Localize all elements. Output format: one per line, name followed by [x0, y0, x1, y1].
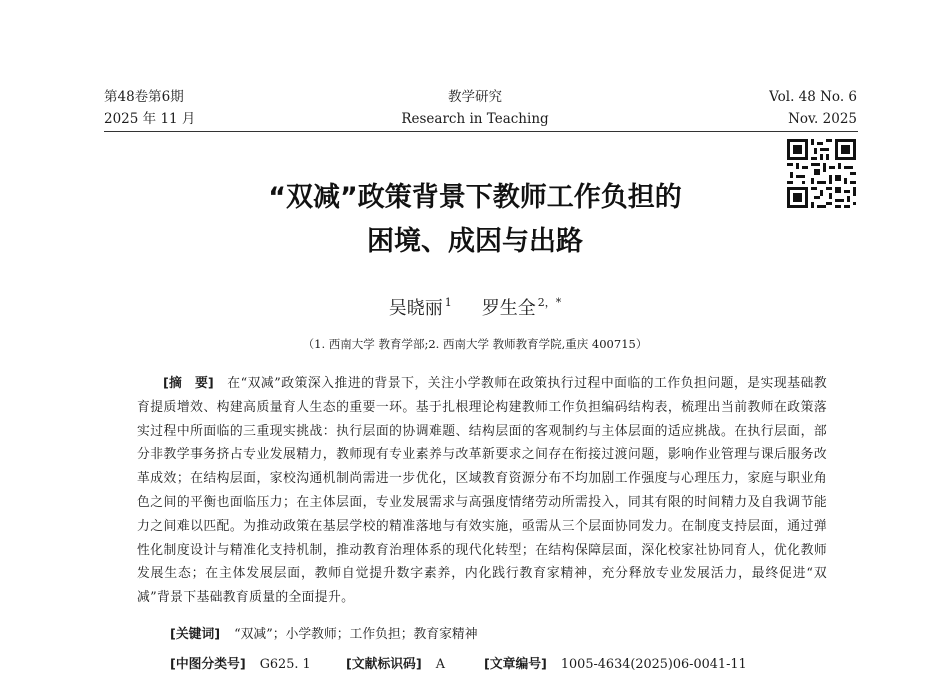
journal-name-en: Research in Teaching [401, 111, 549, 127]
keywords-text: “双减”；小学教师；工作负担；教育家精神 [234, 627, 478, 642]
clc-label: [中图分类号] [170, 657, 246, 672]
clc-value: G625. 1 [259, 657, 311, 672]
keywords [170, 625, 478, 645]
header-rule [104, 131, 858, 132]
author-name[interactable]: 罗生全 [481, 298, 536, 319]
journal-date-en: Nov. 2025 [788, 111, 857, 127]
author-affiliation-mark: 2，* [537, 296, 562, 309]
journal-issue-cn: 第48卷第6期 [104, 89, 184, 105]
abstract [137, 372, 827, 610]
article-number-label: [文章编号] [484, 657, 547, 672]
article-number [484, 655, 747, 675]
author-affiliation-mark: 1 [444, 296, 452, 309]
journal-name-cn: 教学研究 [448, 89, 502, 105]
journal-volume-en: Vol. 48 No. 6 [769, 89, 857, 105]
article-title-line-2: 困境、成因与出路 [367, 226, 583, 257]
abstract-text: 在“双减”政策深入推进的背景下，关注小学教师在政策执行过程中面临的工作负担问题，是实现基础教育提质增效、构建高质量育人生态的重要一环。基于扎根理论构建教师工作负担编码结构表，梳理出当前教师在政策落实过程中所面临的三重现实挑战：执行层面的协调难题、结构层面的客观制约与主体层面的适应挑战。在执行层面，部分非教学事务挤占专业发展精力，教师现有专业素养与改革新要求之间存在衔接过渡问题，影响作业管理与课后服务改革成效；在结构层面，家校沟通机制尚需进一步优化，区域教育资源分布不均加剧工作强度与心理压力，家庭与职业角色之间的平衡也面临压力；在主体层面，专业发展需求与高强度情绪劳动所需投入，同其有限的时间精力及自我调节能力之间难以匹配。为推动政策在基层学校的精准落地与有效实施，亟需从三个层面协同发力。在制度支持层面，通过弹性化制度设计与精准化支持机制，推动教育治理体系的现代化转型；在结构保障层面，深化校家社协同育人，优化教师发展生态；在主体发展层面，教师自觉提升数字素养，内化践行教育家精神，充分释放专业发展活力，最终促进“双减”背景下基础教育质量的全面提升。 [137, 376, 827, 606]
author-list [0, 290, 950, 322]
keywords-label: [关键词] [170, 627, 221, 642]
clc-number [170, 655, 311, 675]
affiliation: （1. 西南大学 教育学部;2. 西南大学 教师教育学院,重庆 400715） [302, 337, 648, 351]
abstract-label: [摘 要] [163, 376, 214, 391]
article-title-line-1: “双减”政策背景下教师工作负担的 [268, 182, 682, 213]
article-number-value: 1005-4634(2025)06-0041-11 [560, 657, 747, 672]
document-code [346, 655, 445, 675]
document-code-label: [文献标识码] [346, 657, 422, 672]
journal-date-cn: 2025 年 11 月 [104, 111, 196, 127]
document-code-value: A [435, 657, 445, 672]
author-name[interactable]: 吴晓丽 [388, 298, 443, 319]
